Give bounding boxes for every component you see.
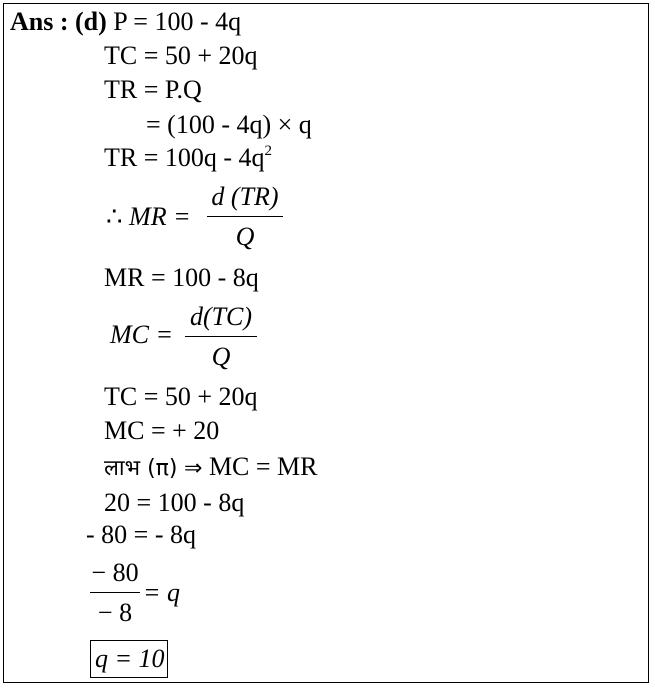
total-revenue-definition: TR = P.Q: [104, 75, 202, 104]
mc-numerator: d(TC): [189, 302, 253, 331]
implies-arrow: ⇒: [184, 456, 203, 481]
marginal-cost-formula-lhs: MC =: [110, 320, 174, 349]
profit-condition: MC = MR: [208, 452, 318, 481]
marginal-revenue-fraction: [205, 182, 285, 262]
mr-fraction-bar: [207, 216, 283, 217]
marginal-cost-result: MC = + 20: [104, 416, 220, 445]
profit-label: लाभ (π): [104, 456, 178, 481]
total-revenue-result: [104, 143, 272, 173]
therefore-symbol: ∴: [106, 202, 123, 231]
mc-fraction-bar: [185, 336, 257, 337]
total-revenue-result-base: TR = 100q - 4q: [104, 143, 265, 172]
mc-denominator: Q: [211, 342, 231, 371]
solution-fraction-rhs: = q: [143, 578, 181, 607]
marginal-cost-fraction: [183, 302, 259, 382]
mr-label: MR =: [129, 202, 191, 231]
marginal-revenue-result: MR = 100 - 8q: [104, 263, 259, 292]
answer-prefix: Ans : (d): [10, 7, 107, 36]
square-exponent: 2: [264, 143, 273, 159]
answer-first-line: [10, 7, 241, 37]
demand-equation: P = 100 - 4q: [113, 7, 242, 36]
mr-denominator: Q: [235, 222, 255, 251]
profit-equation-step-2: - 80 = - 8q: [86, 520, 196, 549]
marginal-revenue-formula-lhs: [106, 202, 191, 232]
total-cost-equation: TC = 50 + 20q: [104, 41, 258, 70]
solution-numerator: − 80: [91, 558, 139, 587]
solution-fraction: [88, 558, 142, 638]
profit-condition-line: [104, 452, 318, 484]
profit-equation-step-1: 20 = 100 - 8q: [104, 488, 245, 517]
solution-fraction-bar: [90, 592, 140, 593]
total-revenue-expansion: = (100 - 4q) × q: [146, 110, 312, 139]
mr-numerator: d (TR): [211, 182, 279, 211]
final-answer: q = 10: [95, 644, 165, 673]
total-cost-equation-repeat: TC = 50 + 20q: [104, 382, 258, 411]
solution-denominator: − 8: [97, 598, 133, 627]
